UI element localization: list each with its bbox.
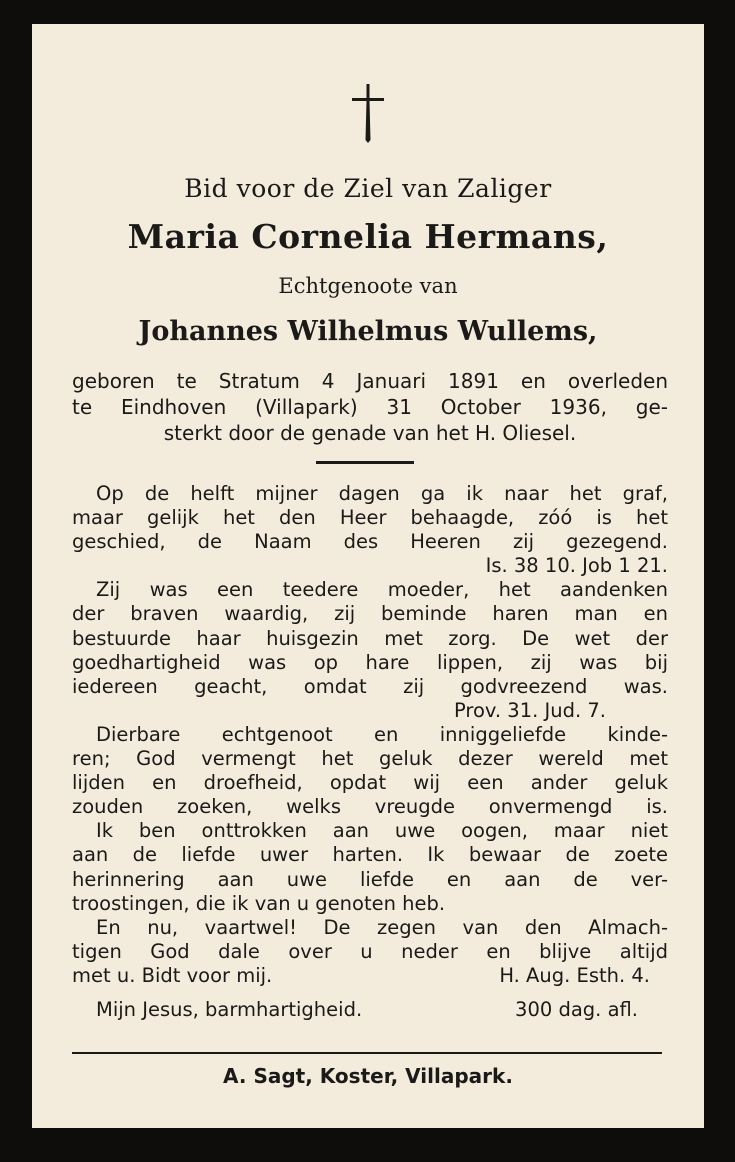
spouse-intro: Echtgenoote van [278, 274, 458, 298]
verse-line: geschied, de Naam des Heeren zij gezegend. [72, 530, 668, 554]
bio-line: geboren te Stratum 4 Januari 1891 en overleden [72, 369, 668, 393]
bio-line: te Eindhoven (Villapark) 31 October 1936, ge- [72, 395, 668, 419]
divider [316, 461, 414, 464]
biography [72, 368, 668, 446]
verse-line: Zij was een teedere moeder, het aandenken [96, 578, 668, 602]
footer-rule [72, 1052, 662, 1054]
verse-line: maar gelijk het den Heer behaagde, zóó is het [72, 506, 668, 530]
verse-line: ren; God vermengt het geluk dezer wereld met [72, 747, 668, 771]
verse-line [72, 964, 668, 988]
prayer-text: Mijn Jesus, barmhartigheid. [96, 997, 363, 1021]
verse-line: aan de liefde uwer harten. Ik bewaar de zoete [72, 843, 668, 867]
indulgence-days: 300 dag. afl. [515, 997, 638, 1021]
verse-line: goedhartigheid was op hare lippen, zij was bij [72, 650, 668, 674]
bio-line: sterkt door de genade van het H. Oliesel. [163, 421, 577, 445]
verse-line: troostingen, die ik van u genoten heb. [72, 891, 446, 915]
printer-credit: A. Sagt, Koster, Villapark. [223, 1064, 513, 1088]
verse-line: iedereen geacht, omdat zij godvreezend was. [72, 674, 668, 698]
verse-line: Ik ben onttrokken aan uwe oogen, maar niet [96, 819, 668, 843]
spouse-name: Johannes Wilhelmus Wullems, [138, 316, 598, 347]
scripture-reference: H. Aug. Esth. 4. [499, 963, 650, 987]
verse-line: Op de helft mijner dagen ga ik naar het graf, [96, 482, 668, 505]
verse-line: lijden en droefheid, opdat wij een ander geluk [72, 771, 668, 795]
deceased-name: Maria Cornelia Hermans, [127, 217, 609, 256]
verse-text: met u. Bidt voor mij. [72, 963, 273, 987]
verse-line: En nu, vaartwel! De zegen van den Almach- [96, 915, 668, 939]
cross-icon [32, 82, 704, 148]
scripture-reference: Prov. 31. Jud. 7. [453, 698, 606, 722]
scripture-reference: Is. 38 10. Job 1 21. [485, 554, 668, 578]
verse-line: zouden zoeken, welks vreugde onvermengd is. [72, 795, 668, 819]
verse-line: der braven waardig, zij beminde haren man en [72, 602, 668, 626]
verse-line: herinnering aan uwe liefde en aan de ver- [72, 867, 668, 891]
verse-line: tigen God dale over u neder en blijve altijd [72, 939, 668, 963]
verse-line: Dierbare echtgenoot en inniggeliefde kinde- [96, 722, 668, 746]
prayer-card [32, 24, 704, 1128]
verse-line: bestuurde haar huisgezin met zorg. De wet der [72, 626, 668, 650]
indulgence-prayer [72, 998, 668, 1022]
verses [72, 482, 668, 1022]
prayer-heading: Bid voor de Ziel van Zaliger [184, 174, 552, 203]
